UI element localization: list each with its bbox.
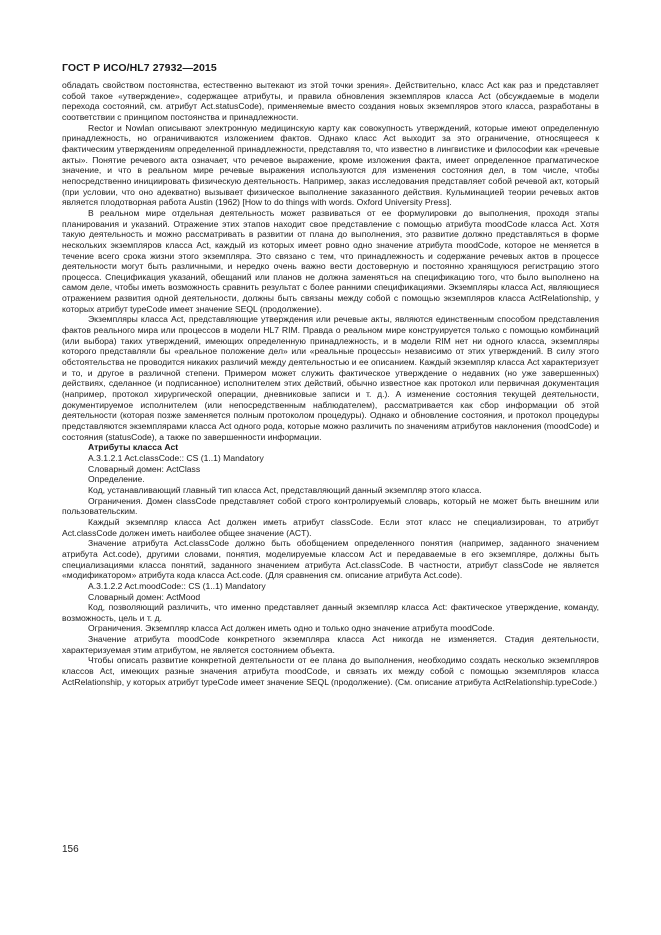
attribute-heading: A.3.1.2.1 Act.classCode:: CS (1..1) Mandatory: [88, 452, 264, 463]
section-heading: Атрибуты класса Act: [88, 442, 179, 453]
paragraph: Экземпляры класса Act, представляющие утверждения или речевые акты, являются единственным способом представления фактов реального мира или процессов в модели HL7 RIM. Правда о реальном мире конструируется только с помощью комбинаций (или выбора) таких утверждений, имеющих определенную принадлежность, и в модели RIM нет ни одного класса, экземпляры которого представляли бы «реальное положение дел» или «реальные процессы» независимо от этих утверждений. В силу этого обстоятельства не проводится никаких различий между деятельностью и ее описанием. Каждый экземпляр класса Act характеризует и то, и другое в различной степени. Примером может служить фактическое утверждение о недавних (но уже завершенных) действиях, сделанное (и подписанное) исполнителем этих действий, обычно известное как протокол или первичная документация (например, протокол хирургической операции, дневниковые записи и т. д.). А изменение состояния текущей деятельности, документируемое исполнителем (или непосредственным наблюдателем), рассматривается как сбор информации об этой деятельности (которая позже заменяется полным протоколом процедуры). Однако и обновление состояния, и протокол процедуры представляются экземплярами класса Act одного рода, которые можно различить по значениям атрибутов наклонения (moodCode) и состояния (statusCode), а также по завершенности информации.: [62, 314, 599, 442]
paragraph: Чтобы описать развитие конкретной деятельности от ее плана до выполнения, необходимо создать несколько экземпляров классов Act, имеющих разные значения атрибута moodCode, и связать их между собой с помощью экземпляров класса ActRelationship, у которых атрибут typeCode имеет значение SEQL (продолжение). (См. описание атрибута ActRelationship.typeCode.): [62, 655, 599, 687]
paragraph: Значение атрибута moodCode конкретного экземпляра класса Act никогда не изменяется. Стадия деятельности, характеризуемая этим атрибутом, не является состоянием объекта.: [62, 634, 599, 655]
paragraph: В реальном мире отдельная деятельность может развиваться от ее формулировки до выполнения, проходя этапы планирования и указаний. Отражение этих этапов находит свое представление с помощью атрибута moodCode класса Act. Хотя такую деятельность и можно рассматривать в развитии от плана до выполнения, это развитие должно представляться в форме нескольких экземпляров класса Act, каждый из которых имеет ровно одно значение атрибута moodCode, которое не меняется в течение всего срока жизни этого экземпляра. Это связано с тем, что принадлежность и содержание речевых актов в процессе деятельности могут быть различными, и нередко очень важно вести достоверную и постоянно хранящуюся регистрацию этого процесса. Спецификация указаний, обещаний или планов не должна заменяться на спецификацию того, что было выполнено на самом деле, чтобы иметь возможность сравнить результат с более ранними спецификациями. Экземпляры класса Act, являющиеся отражением развития одной деятельности, должны быть связаны между собой с помощью экземпляров класса ActRelationship, у которых атрибут typeCode имеет значение SEQL (продолжение).: [62, 207, 599, 314]
paragraph: Значение атрибута Act.classCode должно быть обобщением определенного понятия (например, заданного значением атрибута Act.code), другими словами, понятия, моделируемые классом Act и передаваемые в его экземпляре, должны быть специализациями класса понятий, заданного значением атрибута Act.classCode. В частности, атрибут classCode не является «модификатором» атрибута кода класса Act.code. (Для сравнения см. описание атрибута Act.code).: [62, 538, 599, 581]
paragraph: Ограничения. Экземпляр класса Act должен иметь одно и только одно значение атрибута moodCode.: [88, 623, 495, 634]
paragraph: Rector и Nowlan описывают электронную медицинскую карту как совокупность утверждений, которые имеют определенную принадлежность, но ограничиваются изложением фактов. Однако класс Act выходит за это ограничение, относящееся к фактическим утверждениям определенной принадлежности, представляя то, что известно в лингвистике и философии как «речевые акты». Понятие речевого акта означает, что речевое выражение, кроме изложения факта, имеет определенное прагматическое значение, и что в реальном мире речевые выражения используются для изменения состояния дел, в том числе, чтобы непосредственно инициировать физическую деятельность. Например, заказ исследования представляет собой речевой акт, который (при условии, что оно адекватно) вызывает физическое выполнение заказанного действия. Кульминацией теории речевых актов является плодотворная работа Austin (1962) [How to do things with words. Oxford University Press].: [62, 122, 599, 208]
page-number: 156: [62, 844, 79, 855]
page-header: ГОСТ Р ИСО/HL7 27932—2015: [62, 62, 217, 74]
vocabulary-domain: Словарный домен: ActClass: [88, 463, 201, 474]
definition-label: Определение.: [88, 474, 145, 485]
paragraph: обладать свойством постоянства, естественно вытекают из этой точки зрения». Действительно, класс Act как раз и представляет собой такое «утверждение», содержащее атрибуты, и правила обновления экземпляров класса Act (обсуждаемые в модели перехода состояний, см. атрибут Act.statusCode), применяемые вместо создания новых экземпляров этого класса, разработаны в соответствии с принципом постоянства и принадлежности.: [62, 80, 599, 122]
vocabulary-domain: Словарный домен: ActMood: [88, 591, 201, 602]
paragraph: Каждый экземпляр класса Act должен иметь атрибут classCode. Если этот класс не специализирован, то атрибут Act.classCode должен иметь наиболее общее значение (ACT).: [62, 516, 599, 538]
page-content: [62, 80, 599, 687]
paragraph: Код, устанавливающий главный тип класса Act, представляющий данный экземпляр этого класса.: [88, 484, 482, 495]
paragraph: Код, позволяющий различить, что именно представляет данный экземпляр класса Act: фактическое утверждение, команду, возможность, цель и т. д.: [62, 602, 599, 623]
paragraph: Ограничения. Домен classCode представляет собой строго контролируемый словарь, который не может быть внешним или пользовательским.: [62, 495, 599, 517]
attribute-heading: A.3.1.2.2 Act.moodCode:: CS (1..1) Mandatory: [88, 580, 266, 591]
